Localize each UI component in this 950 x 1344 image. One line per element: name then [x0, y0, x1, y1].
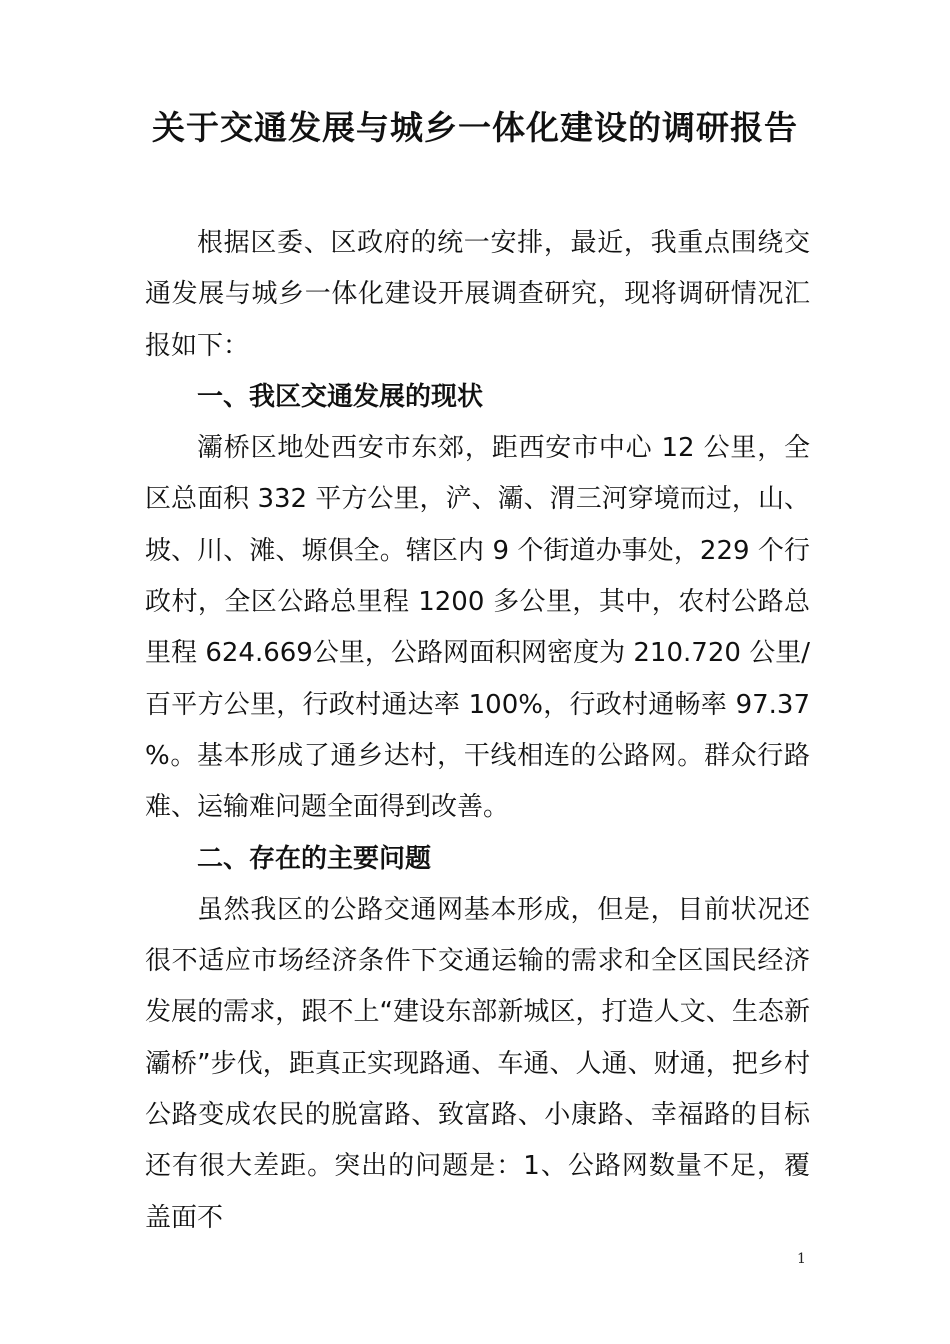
section-heading-problems: 二、存在的主要问题: [197, 843, 432, 874]
document-title: 关于交通发展与城乡一体化建设的调研报告: [152, 108, 798, 147]
problems-paragraph: 虽然我区的公路交通网基本形成，但是，目前状况还很不适应市场经济条件下交通运输的需求和全区国民经济发展的需求，跟不上“建设东部新城区，打造人文、生态新灞桥”步伐，距真正实现路通、车通、人通、财通，把乡村公路变成农民的脱富路、致富路、小康路、幸福路的目标还有很大差距。突出的问题是：1、公路网数量不足，覆盖面不: [145, 894, 810, 1233]
page-number: 1: [797, 1251, 806, 1267]
document-body: [145, 218, 810, 1244]
section-heading-status: 一、我区交通发展的现状: [197, 381, 484, 412]
status-paragraph: 灞桥区地处西安市东郊，距西安市中心 12 公里，全区总面积 332 平方公里，浐、灞、渭三河穿境而过，山、坡、川、滩、塬俱全。辖区内 9 个街道办事处，229 个行政村，全区公路总里程 1200 多公里，其中，农村公路总里程 624.669公里，公路网面积网密度为 210.720 公里/百平方公里，行政村通达率 100%，行政村通畅率 97.37%。基本形成了通乡达村，干线相连的公路网。群众行路难、运输难问题全面得到改善。: [145, 433, 810, 823]
intro-paragraph: 根据区委、区政府的统一安排，最近，我重点围绕交通发展与城乡一体化建设开展调查研究，现将调研情况汇报如下：: [145, 228, 810, 361]
